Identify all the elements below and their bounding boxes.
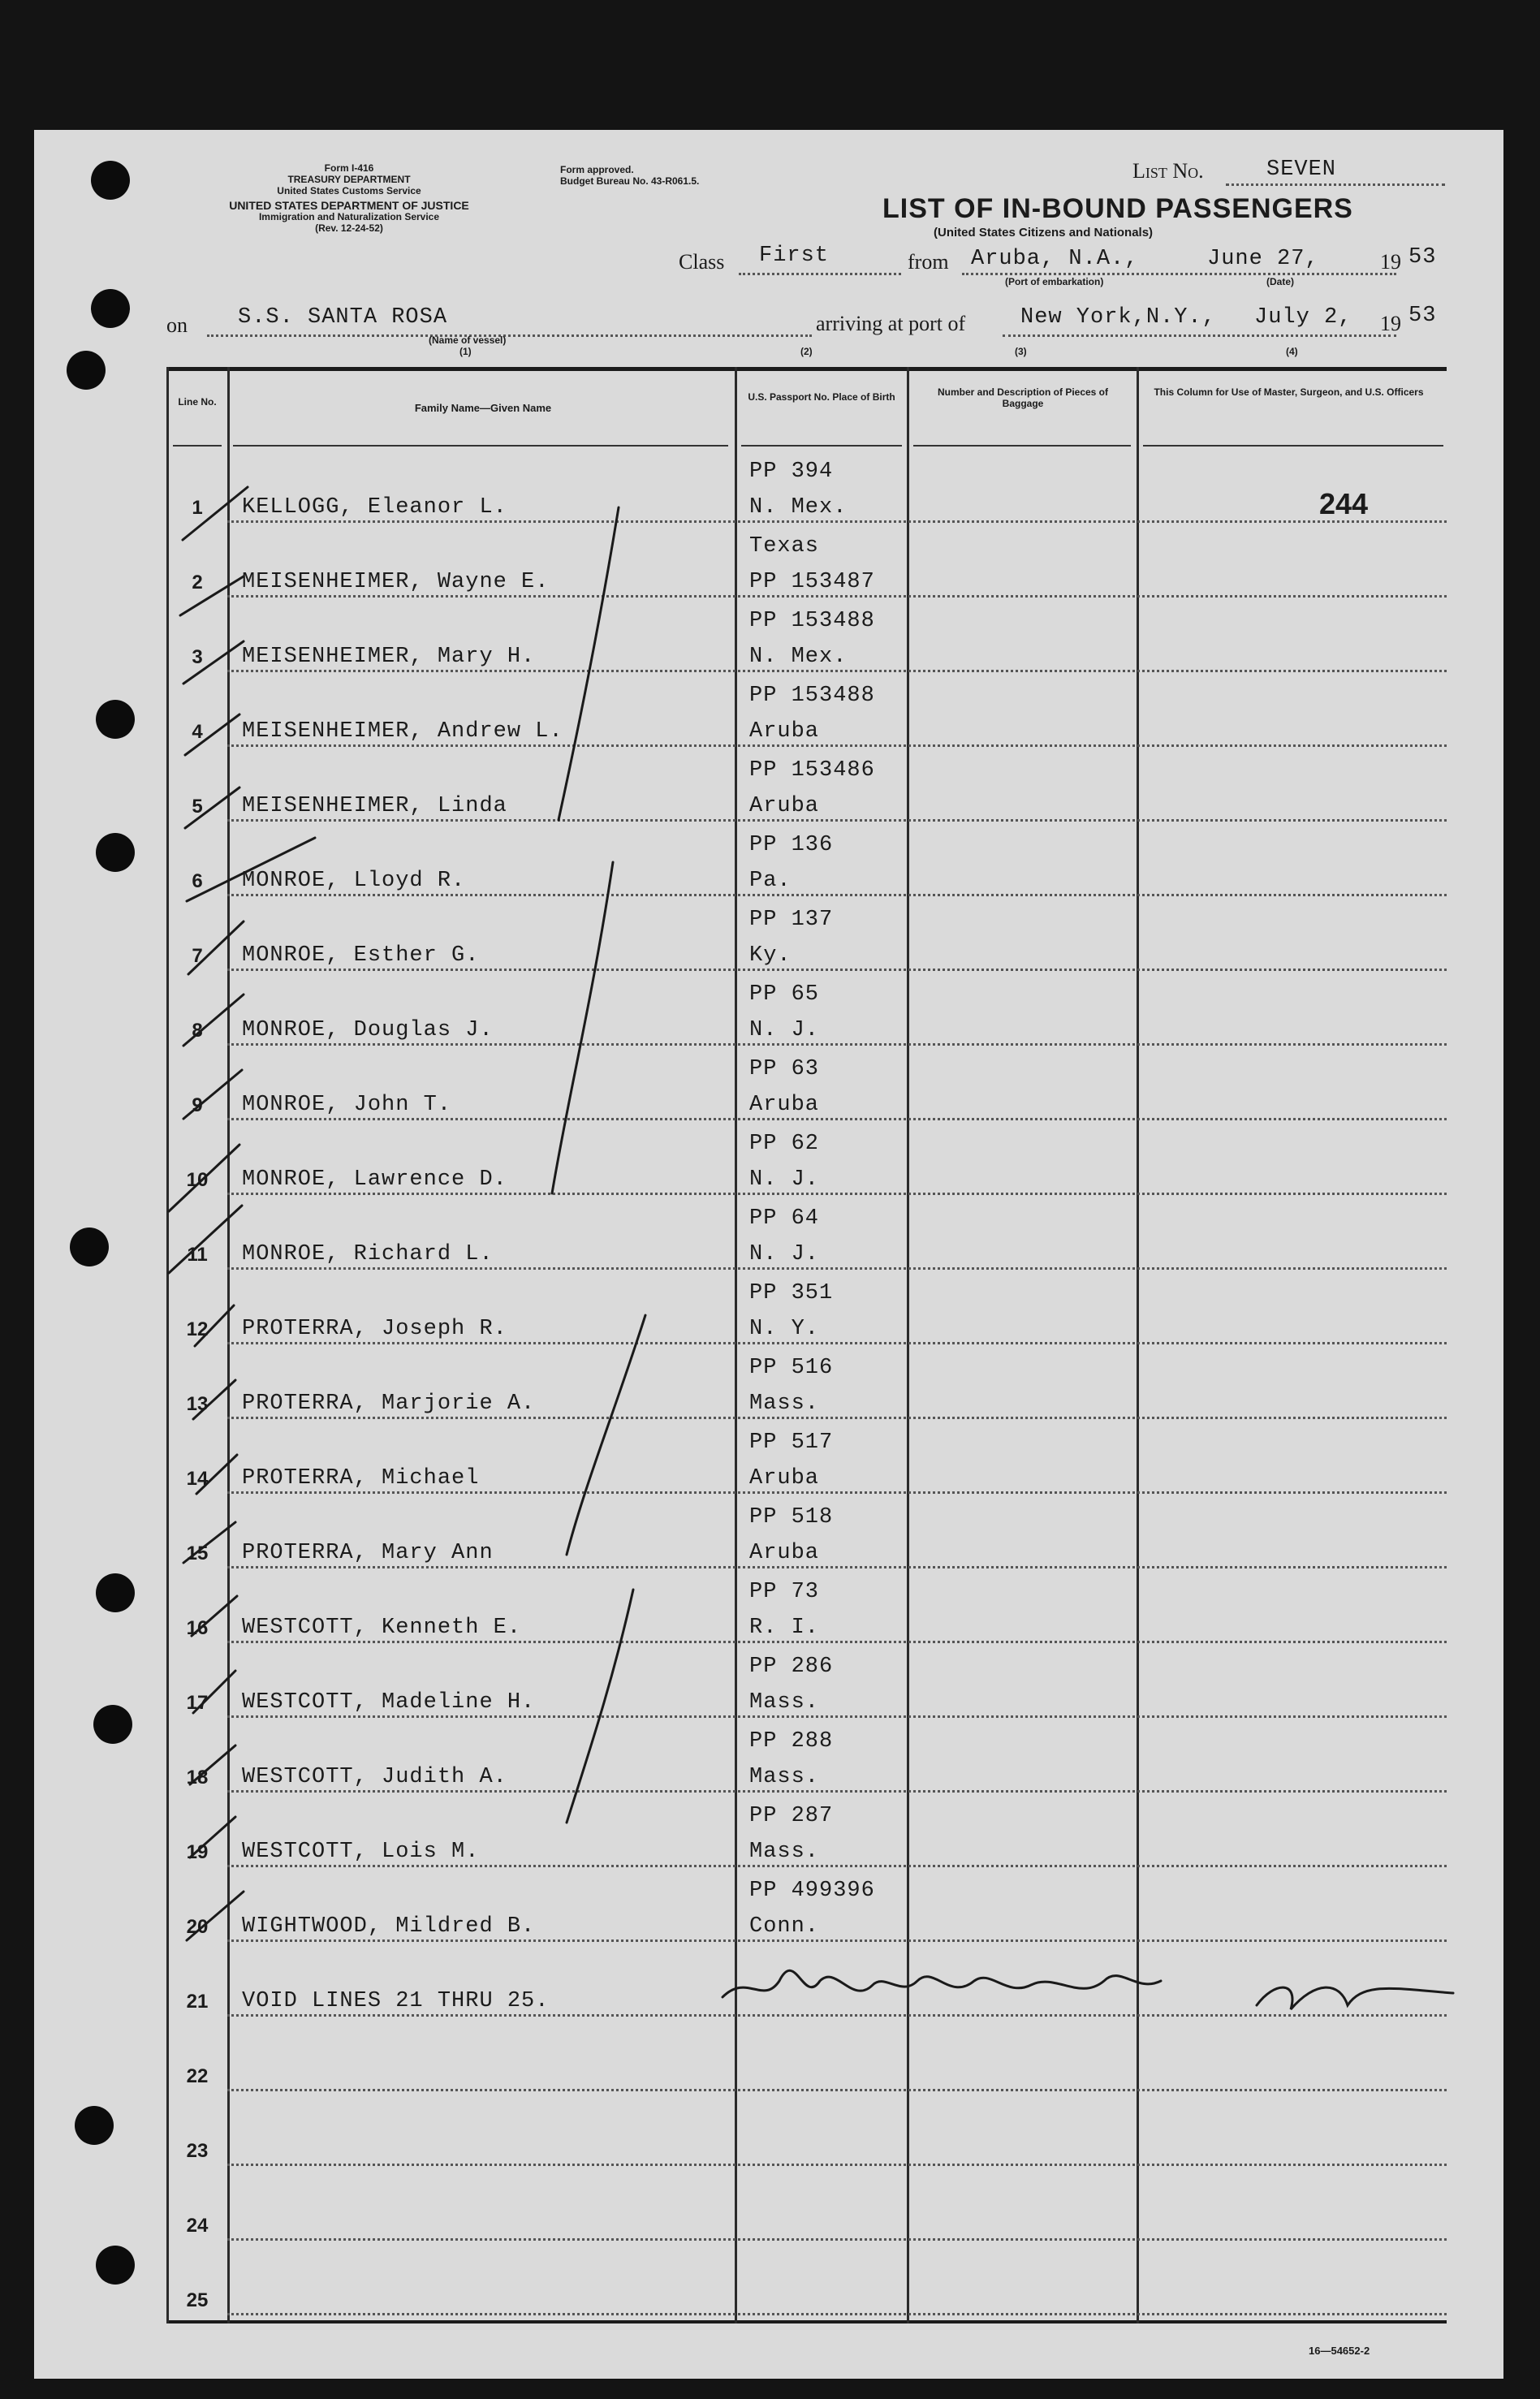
passport-number: PP 394	[749, 460, 834, 484]
line-number: 4	[192, 721, 203, 743]
line-number: 19	[186, 1841, 209, 1863]
table-row	[166, 1344, 1447, 1419]
approval-block	[560, 164, 699, 187]
passport-number: PP 499396	[749, 1879, 875, 1903]
passport-number: PP 518	[749, 1505, 834, 1530]
punch-hole	[91, 161, 130, 200]
passport-number: PP 65	[749, 982, 820, 1007]
table-row	[166, 2091, 1447, 2166]
passenger-name: MEISENHEIMER, Andrew L.	[242, 719, 563, 744]
table-row	[166, 1718, 1447, 1793]
place-of-birth: R. I.	[749, 1616, 820, 1640]
line-number: 18	[186, 1767, 209, 1788]
list-no-value: SEVEN	[1266, 157, 1337, 182]
punch-hole	[91, 289, 130, 328]
passenger-name: MONROE, Douglas J.	[242, 1018, 494, 1042]
table-row	[166, 523, 1447, 598]
punch-hole	[96, 700, 135, 739]
line-number: 14	[186, 1468, 209, 1490]
passport-number: PP 63	[749, 1057, 820, 1081]
table-row	[166, 1942, 1447, 2017]
budget-label: Budget Bureau No. 43-R061.5.	[560, 175, 700, 187]
place-of-birth: N. J.	[749, 1242, 820, 1266]
table-row	[166, 672, 1447, 747]
place-of-birth: Aruba	[749, 1093, 820, 1117]
passport-number: PP 137	[749, 908, 834, 932]
col-2-caption: (2)	[800, 346, 813, 357]
header-rule	[913, 445, 1131, 447]
line-number: 1	[192, 497, 203, 519]
vessel-line	[207, 334, 812, 337]
passenger-name: PROTERRA, Marjorie A.	[242, 1392, 536, 1416]
table-row	[166, 1793, 1447, 1867]
line-number: 15	[186, 1543, 209, 1564]
punch-hole	[67, 351, 106, 390]
date-caption: (Date)	[1266, 276, 1295, 287]
passenger-name: MONROE, Lawrence D.	[242, 1167, 507, 1192]
list-no-label: List No.	[1132, 159, 1204, 183]
place-of-birth: Aruba	[749, 719, 820, 744]
passport-number: PP 153488	[749, 609, 875, 633]
table-row	[166, 1046, 1447, 1120]
col-3-caption: (3)	[1015, 346, 1027, 357]
place-of-birth: N. Y.	[749, 1317, 820, 1341]
place-of-birth: Aruba	[749, 1466, 820, 1491]
passenger-name: MEISENHEIMER, Linda	[242, 794, 507, 818]
list-no-line	[1226, 183, 1445, 186]
class-line	[739, 273, 901, 275]
ins-label: Immigration and Naturalization Service	[258, 211, 440, 222]
passenger-name: PROTERRA, Michael	[242, 1466, 480, 1491]
passport-number: PP 288	[749, 1729, 834, 1754]
table-row	[166, 896, 1447, 971]
form-number: Form I-416	[324, 162, 374, 174]
year-value-2: 53	[1408, 304, 1437, 328]
passport-number: PP 64	[749, 1206, 820, 1231]
passport-number: PP 287	[749, 1804, 834, 1828]
line-number: 16	[186, 1617, 209, 1639]
punch-hole	[96, 1573, 135, 1612]
table-row	[166, 1195, 1447, 1270]
line-number: 13	[186, 1393, 209, 1415]
line-number: 8	[192, 1020, 203, 1042]
table-row	[166, 971, 1447, 1046]
punch-hole	[96, 833, 135, 872]
agency-block	[162, 162, 536, 234]
arrival-date-value: July 2,	[1254, 305, 1352, 330]
officer-note: 244	[1319, 487, 1369, 520]
place-of-birth: Conn.	[749, 1914, 820, 1939]
passport-number: PP 153486	[749, 758, 875, 783]
year-prefix-2: 19	[1380, 312, 1401, 335]
passenger-name: VOID LINES 21 THRU 25.	[242, 1989, 550, 2013]
form-subtitle: (United States Citizens and Nationals)	[934, 226, 1154, 239]
row-rule	[227, 2313, 1447, 2315]
col-1-caption: (1)	[459, 346, 472, 357]
passenger-name: MEISENHEIMER, Mary H.	[242, 645, 536, 669]
col-4-caption: (4)	[1286, 346, 1298, 357]
passport-number: PP 136	[749, 833, 834, 857]
table-row	[166, 448, 1447, 523]
table-row	[166, 2241, 1447, 2315]
line-number: 10	[186, 1169, 209, 1191]
header-name: Family Name—Given Name	[414, 402, 552, 414]
table-row	[166, 822, 1447, 896]
class-label: Class	[679, 250, 725, 274]
table-row	[166, 598, 1447, 672]
table-row	[166, 1419, 1447, 1494]
passenger-name: WESTCOTT, Judith A.	[242, 1765, 507, 1789]
punch-hole	[96, 2246, 135, 2285]
date-value: June 27,	[1207, 247, 1319, 271]
header-passport: U.S. Passport No. Place of Birth	[748, 391, 895, 403]
passenger-name: MEISENHEIMER, Wayne E.	[242, 570, 550, 594]
line-number: 7	[192, 945, 203, 967]
table-row	[166, 1270, 1447, 1344]
place-of-birth: Aruba	[749, 1541, 820, 1565]
passport-number: PP 516	[749, 1356, 834, 1380]
line-number: 20	[186, 1916, 209, 1938]
passenger-name: KELLOGG, Eleanor L.	[242, 495, 507, 520]
place-of-birth: Ky.	[749, 943, 792, 968]
passport-number: PP 351	[749, 1281, 834, 1305]
port-embark-caption: (Port of embarkation)	[1005, 276, 1104, 287]
line-number: 22	[186, 2065, 209, 2087]
approved-label: Form approved.	[560, 164, 634, 175]
punch-hole	[70, 1228, 109, 1266]
line-number: 6	[192, 870, 203, 892]
line-number: 21	[186, 1991, 209, 2013]
place-of-birth: N. J.	[749, 1167, 820, 1192]
line-number: 25	[186, 2289, 209, 2311]
header-officers: This Column for Use of Master, Surgeon, and U.S. Officers	[1154, 386, 1424, 398]
line-number: 9	[192, 1094, 203, 1116]
table-row	[166, 1120, 1447, 1195]
passport-number: PP 62	[749, 1132, 820, 1156]
table-bottom-rule	[166, 2320, 1447, 2323]
passport-number: PP 153488	[749, 684, 875, 708]
place-of-birth: N. Mex.	[749, 495, 848, 520]
justice-label: UNITED STATES DEPARTMENT OF JUSTICE	[229, 199, 469, 212]
passenger-name: WESTCOTT, Lois M.	[242, 1840, 480, 1864]
table-row	[166, 2166, 1447, 2241]
place-of-birth: Mass.	[749, 1690, 820, 1715]
table-row	[166, 1494, 1447, 1568]
line-number: 12	[186, 1318, 209, 1340]
passport-number: PP 286	[749, 1655, 834, 1679]
passenger-name: PROTERRA, Mary Ann	[242, 1541, 494, 1565]
passport-number: Texas	[749, 534, 820, 559]
line-number: 17	[186, 1692, 209, 1714]
table-row	[166, 747, 1447, 822]
table-row	[166, 1568, 1447, 1643]
vessel-caption: (Name of vessel)	[429, 334, 507, 346]
line-number: 3	[192, 646, 203, 668]
line-number: 5	[192, 796, 203, 818]
passport-number: PP 73	[749, 1580, 820, 1604]
revision-label: (Rev. 12-24-52)	[315, 222, 383, 234]
passenger-name: MONROE, Richard L.	[242, 1242, 494, 1266]
place-of-birth: Mass.	[749, 1392, 820, 1416]
passenger-name: MONROE, Lloyd R.	[242, 869, 466, 893]
header-rule	[233, 445, 728, 447]
arriving-label: arriving at port of	[816, 312, 966, 335]
arrival-line	[1003, 334, 1396, 337]
place-of-birth: Mass.	[749, 1765, 820, 1789]
passenger-name: MONROE, John T.	[242, 1093, 452, 1117]
passenger-name: WESTCOTT, Kenneth E.	[242, 1616, 522, 1640]
year-prefix-1: 19	[1380, 250, 1401, 274]
from-line	[962, 273, 1396, 275]
table-row	[166, 1643, 1447, 1718]
place-of-birth: Pa.	[749, 869, 792, 893]
passport-number: PP 517	[749, 1430, 834, 1455]
from-value: Aruba, N.A.,	[971, 247, 1139, 271]
place-of-birth: PP 153487	[749, 570, 875, 594]
year-value-1: 53	[1408, 245, 1437, 270]
class-value: First	[759, 244, 830, 268]
line-number: 24	[186, 2215, 209, 2237]
table-row	[166, 2017, 1447, 2091]
punch-hole	[93, 1705, 132, 1744]
from-label: from	[908, 250, 949, 274]
line-number: 23	[186, 2140, 209, 2162]
line-number: 11	[187, 1244, 208, 1266]
header-rule	[741, 445, 902, 447]
place-of-birth: Mass.	[749, 1840, 820, 1864]
place-of-birth: N. Mex.	[749, 645, 848, 669]
passenger-table	[166, 367, 1447, 2323]
form-title: LIST OF IN-BOUND PASSENGERS	[882, 193, 1353, 224]
customs-label: United States Customs Service	[277, 185, 421, 196]
place-of-birth: N. J.	[749, 1018, 820, 1042]
table-top-rule	[166, 367, 1447, 371]
arrival-port-value: New York,N.Y.,	[1020, 305, 1216, 330]
passenger-name: WIGHTWOOD, Mildred B.	[242, 1914, 536, 1939]
header-rule	[173, 445, 222, 447]
treasury-label: TREASURY DEPARTMENT	[287, 174, 411, 185]
passenger-name: MONROE, Esther G.	[242, 943, 480, 968]
header-line-no: Line No.	[178, 396, 217, 408]
on-label: on	[166, 313, 188, 337]
passenger-name: WESTCOTT, Madeline H.	[242, 1690, 536, 1715]
punch-hole	[75, 2106, 114, 2145]
line-number: 2	[192, 572, 203, 593]
vessel-value: S.S. SANTA ROSA	[238, 305, 448, 330]
header-rule	[1143, 445, 1443, 447]
form-code: 16—54652-2	[1309, 2345, 1370, 2357]
place-of-birth: Aruba	[749, 794, 820, 818]
passenger-name: PROTERRA, Joseph R.	[242, 1317, 507, 1341]
table-row	[166, 1867, 1447, 1942]
header-baggage: Number and Description of Pieces of Baggage	[937, 386, 1109, 409]
